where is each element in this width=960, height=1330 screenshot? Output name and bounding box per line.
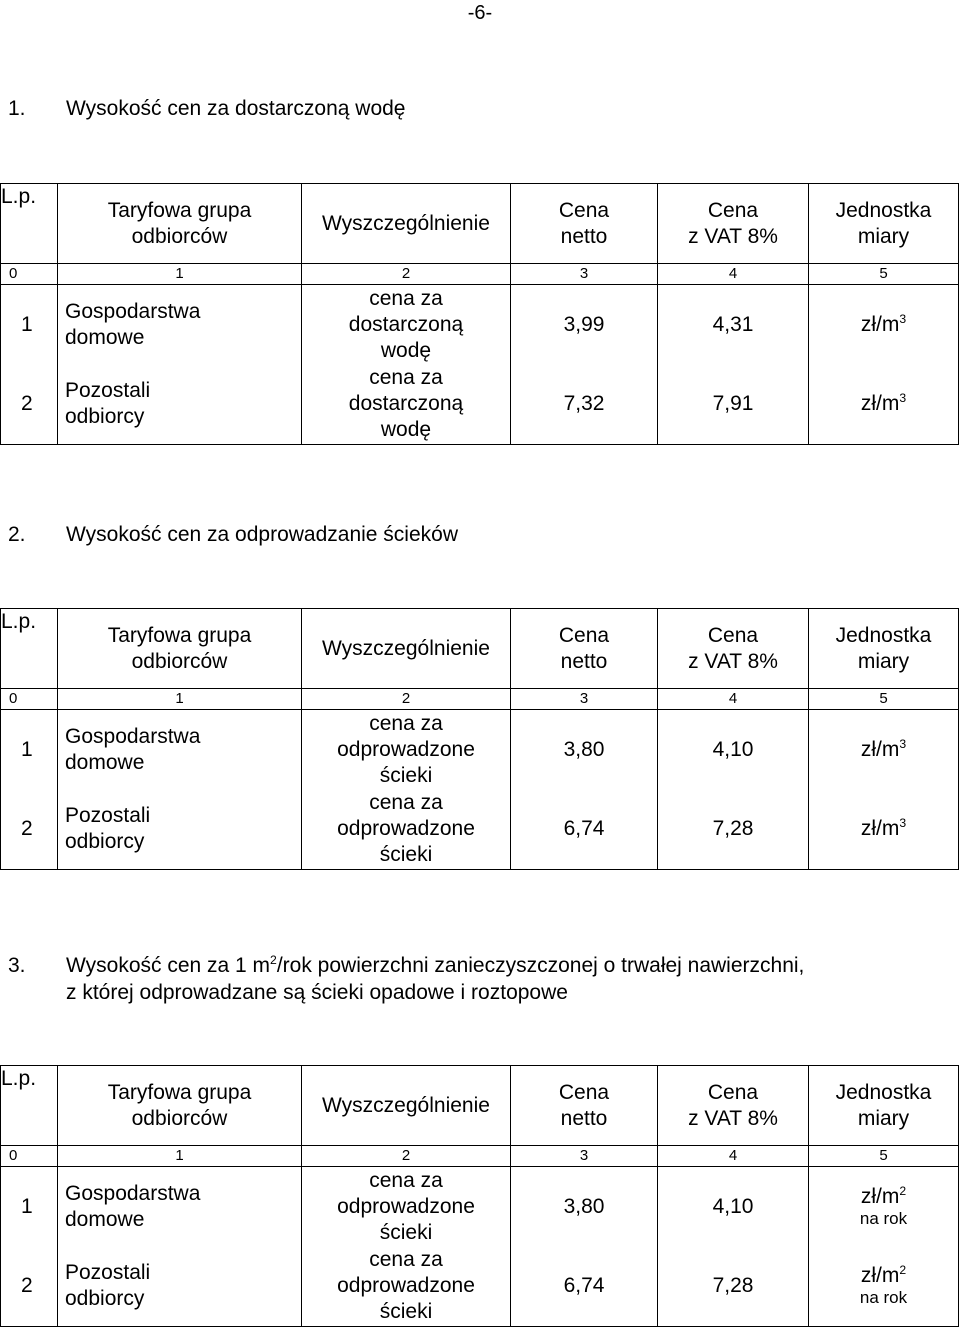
header-description: Wyszczególnienie [302, 609, 511, 689]
header-net-price: Cena netto [511, 1066, 658, 1146]
row-lp: 2 [1, 1247, 58, 1327]
table-row [1, 790, 959, 870]
section-title-text: /rok powierzchni zanieczyszczonej o trwałej nawierzchni, [276, 954, 805, 977]
tariff-table-water [0, 183, 959, 445]
table-header-row [1, 609, 959, 689]
row-vat-price: 7,28 [658, 790, 809, 870]
column-index-row [1, 689, 959, 710]
row-unit: $zł/m^3$ [809, 285, 959, 365]
section-title-line2: z której odprowadzane są ścieki opadowe i roztopowe [66, 981, 568, 1004]
section-2-title [8, 521, 953, 548]
column-index: 3 [511, 689, 658, 710]
row-description: cena za odprowadzone ścieki [302, 790, 511, 870]
column-index: 5 [809, 1146, 959, 1167]
table-row [1, 365, 959, 445]
header-net-price: Cena netto [511, 184, 658, 264]
section-number: 1. [8, 97, 26, 120]
row-lp: 1 [1, 710, 58, 790]
section-1-title [8, 95, 953, 122]
section-title-text: Wysokość cen za odprowadzanie ścieków [66, 523, 458, 546]
row-group: Gospodarstwa domowe [58, 710, 302, 790]
header-vat-price: Cena z VAT 8% [658, 184, 809, 264]
header-unit: Jednostka miary [809, 1066, 959, 1146]
table-row [1, 710, 959, 790]
column-index: 2 [302, 264, 511, 285]
header-unit: Jednostka miary [809, 184, 959, 264]
column-index: 4 [658, 689, 809, 710]
header-lp: L.p. [1, 609, 58, 689]
row-vat-price: 4,31 [658, 285, 809, 365]
row-unit: $zł/m^3$ [809, 365, 959, 445]
header-net-price: Cena netto [511, 609, 658, 689]
header-description: Wyszczególnienie [302, 1066, 511, 1146]
row-lp: 1 [1, 285, 58, 365]
column-index-row [1, 1146, 959, 1167]
row-unit: $zł/m^2$ na rok [809, 1167, 959, 1247]
table-row [1, 285, 959, 365]
row-description: cena za odprowadzone ścieki [302, 710, 511, 790]
header-group: Taryfowa grupa odbiorców [58, 184, 302, 264]
row-net-price: 6,74 [511, 790, 658, 870]
section-title-text: Wysokość cen za 1 m [66, 954, 271, 977]
row-vat-price: 7,91 [658, 365, 809, 445]
row-lp: 2 [1, 365, 58, 445]
row-description: cena za dostarczoną wodę [302, 365, 511, 445]
row-group: Gospodarstwa domowe [58, 1167, 302, 1247]
row-vat-price: 4,10 [658, 1167, 809, 1247]
row-group: Pozostali odbiorcy [58, 790, 302, 870]
row-net-price: 7,32 [511, 365, 658, 445]
header-lp: L.p. [1, 184, 58, 264]
column-index: 5 [809, 689, 959, 710]
row-unit: $zł/m^3$ [809, 710, 959, 790]
header-description: Wyszczególnienie [302, 184, 511, 264]
section-title-text: Wysokość cen za dostarczoną wodę [66, 97, 406, 120]
row-lp: 1 [1, 1167, 58, 1247]
row-description: cena za odprowadzone ścieki [302, 1167, 511, 1247]
tariff-table-sewage [0, 608, 959, 870]
section-3-title [8, 952, 953, 1006]
header-vat-price: Cena z VAT 8% [658, 609, 809, 689]
header-group: Taryfowa grupa odbiorców [58, 609, 302, 689]
column-index: 3 [511, 264, 658, 285]
table-header-row [1, 1066, 959, 1146]
row-unit: $zł/m^3$ [809, 790, 959, 870]
row-unit: $zł/m^2$ na rok [809, 1247, 959, 1327]
table-row [1, 1167, 959, 1247]
title-superscript: 2 [270, 953, 277, 967]
header-vat-price: Cena z VAT 8% [658, 1066, 809, 1146]
column-index: 4 [658, 264, 809, 285]
column-index-row [1, 264, 959, 285]
page-number: -6- [467, 2, 493, 24]
column-index: 1 [58, 1146, 302, 1167]
row-description: cena za dostarczoną wodę [302, 285, 511, 365]
column-index: 5 [809, 264, 959, 285]
section-number: 2. [8, 523, 26, 546]
section-number: 3. [8, 954, 26, 977]
column-index: 0 [1, 264, 58, 285]
header-group: Taryfowa grupa odbiorców [58, 1066, 302, 1146]
row-group: Pozostali odbiorcy [58, 365, 302, 445]
column-index: 4 [658, 1146, 809, 1167]
column-index: 1 [58, 264, 302, 285]
row-vat-price: 7,28 [658, 1247, 809, 1327]
row-net-price: 3,99 [511, 285, 658, 365]
column-index: 2 [302, 689, 511, 710]
row-vat-price: 4,10 [658, 710, 809, 790]
column-index: 2 [302, 1146, 511, 1167]
column-index: 0 [1, 689, 58, 710]
row-description: cena za odprowadzone ścieki [302, 1247, 511, 1327]
row-net-price: 3,80 [511, 1167, 658, 1247]
row-net-price: 6,74 [511, 1247, 658, 1327]
row-group: Pozostali odbiorcy [58, 1247, 302, 1327]
column-index: 1 [58, 689, 302, 710]
row-group: Gospodarstwa domowe [58, 285, 302, 365]
row-lp: 2 [1, 790, 58, 870]
header-unit: Jednostka miary [809, 609, 959, 689]
header-lp: L.p. [1, 1066, 58, 1146]
row-net-price: 3,80 [511, 710, 658, 790]
column-index: 3 [511, 1146, 658, 1167]
column-index: 0 [1, 1146, 58, 1167]
table-row [1, 1247, 959, 1327]
table-header-row [1, 184, 959, 264]
tariff-table-rainwater [0, 1065, 959, 1327]
